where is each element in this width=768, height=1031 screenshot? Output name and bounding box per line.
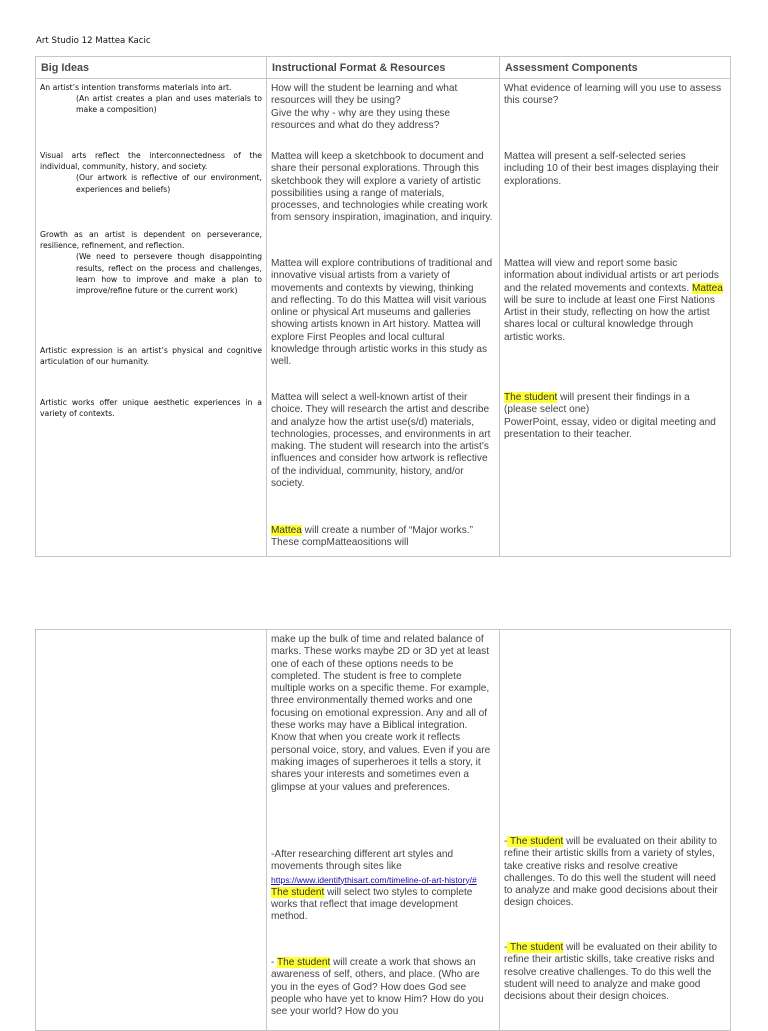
- highlight-the-student: The student: [507, 942, 564, 953]
- big-idea-2-sub: (Our artwork is reflective of our environment, experiences and beliefs): [76, 173, 262, 194]
- report-text-pre: Mattea will view and report some basic information about individual artists or art periods and the related movements and contexts.: [504, 258, 719, 294]
- big-idea-1-main: An artist’s intention transforms materials into art.: [40, 83, 232, 92]
- art-styles-text-pre: -After researching different art styles and movements through sites like: [271, 849, 454, 873]
- assessment-cell: [500, 79, 731, 557]
- highlight-the-student: The student: [507, 836, 564, 847]
- big-idea-2: [40, 150, 262, 195]
- assessment-styles-eval: [504, 836, 724, 910]
- instructional-art-styles: [271, 849, 493, 924]
- report-text-rest: will be sure to include at least one First Nations Artist in their study, reflecting on how the artist shares local or cultural knowledge through artistic works.: [504, 294, 715, 343]
- skills-eval-text: will be evaluated on their ability to refine their artistic skills, take creative risks and resolve creative challenges. To do this well the student will need to analyze and make good decisions about their design choices.: [504, 942, 718, 1003]
- big-idea-3-main: Growth as an artist is dependent on perseverance, resilience, refinement, and reflection.: [40, 230, 262, 251]
- instructional-self-awareness: [271, 957, 493, 1018]
- assessment-findings: [504, 392, 724, 441]
- assessment-report: [504, 258, 724, 344]
- highlight-mattea: Mattea: [691, 282, 723, 294]
- big-idea-1: [40, 82, 262, 116]
- big-idea-3: [40, 229, 262, 296]
- highlight-mattea: Mattea: [271, 525, 302, 536]
- big-ideas-cell: [36, 79, 267, 557]
- big-idea-5-main: Artistic works offer unique aesthetic experiences in a variety of contexts.: [40, 398, 262, 419]
- instructional-prompt: How will the student be learning and what resources will they be using? Give the why - why are they using these resources and what do they address?: [271, 83, 458, 131]
- instructional-artist-study: Mattea will select a well-known artist of their choice. They will research the artist and describe and analyze how the artist use(s/d) materials, technologies, processes, and environments in art making. The student will research into the artist’s influences and consider how artwork is reflective of the individual, community, history, and/or society.: [271, 392, 491, 490]
- major-works-text: will create a number of “Major works.” These compMatteaositions will: [271, 525, 473, 549]
- document-title: Art Studio 12 Mattea Kacic: [36, 36, 151, 46]
- instructional-cell: [267, 630, 500, 1031]
- findings-text: will present their findings in a (please select one) PowerPoint, essay, video or digital meeting and presentation to their teacher.: [504, 392, 716, 440]
- self-awareness-text: will create a work that shows an awareness of self, others, and place. (Who are you in the eyes of God? How does God see people who have yet to know Him? How do you see your world? How do you: [271, 957, 484, 1018]
- course-plan-table-page1: [35, 56, 731, 557]
- art-styles-text-rest: will select two styles to complete works that reflect that image development method.: [271, 886, 473, 923]
- content-row: [36, 79, 731, 557]
- styles-eval-text: will be evaluated on their ability to refine their artistic skills from a variety of styles, take creative risks and resolve creative challenges. To do this well the student will need to analyze and make good decisions about their design choices.: [504, 836, 718, 909]
- assessment-cell: [500, 630, 731, 1031]
- big-idea-4: [40, 345, 262, 367]
- instructional-sketchbook: Mattea will keep a sketchbook to document and share their personal explorations. Through this sketchbook they will explore a variety of artistic possibilities using a range of materials, processes, and technologies while creating work from sensory inspiration, imagination, and inquiry.: [271, 151, 493, 224]
- big-idea-1-sub: (An artist creates a plan and uses materials to make a composition): [76, 94, 262, 115]
- header-instructional: Instructional Format & Resources: [267, 57, 500, 79]
- highlight-the-student: The student: [504, 392, 558, 403]
- header-assessment: Assessment Components: [500, 57, 731, 79]
- instructional-major-works: [271, 525, 493, 550]
- instructional-cell: [267, 79, 500, 557]
- big-idea-4-main: Artistic expression is an artist’s physical and cognitive articulation of our humanity.: [40, 346, 262, 367]
- styles-eval-prefix: -: [504, 836, 508, 847]
- big-idea-3-sub: (We need to persevere though disappointing results, reflect on the process and challenges, learn how to improve and make a plan to improve/refine future or the current work): [76, 252, 262, 296]
- big-idea-2-main: Visual arts reflect the interconnectedness of the individual, community, history, and society.: [40, 151, 262, 172]
- big-idea-5: [40, 397, 262, 419]
- big-ideas-cell-empty: [36, 630, 267, 1031]
- highlight-the-student: The student: [271, 886, 325, 898]
- course-plan-table-page2: [35, 629, 731, 1031]
- header-row: [36, 57, 731, 79]
- instructional-major-works-cont: make up the bulk of time and related balance of marks. These works maybe 2D or 3D yet at least one of each of these options needs to be completed. The student is free to complete multiple works on a specific theme. For example, three environmentally themed works and one focusing on emotional expression. Any and all of these works may have a Biblical integration. Know that when you create work it reflects personal voice, story, and values. Even if you are making images of superheroes it tells a story, it shares your interests and sometimes even a glimpse at your values and preferences.: [271, 634, 491, 793]
- self-awareness-prefix: -: [271, 957, 277, 968]
- assessment-prompt: What evidence of learning will you use to assess this course?: [504, 83, 722, 107]
- content-row: [36, 630, 731, 1031]
- assessment-series: Mattea will present a self-selected series including 10 of their best images displaying their explorations.: [504, 151, 719, 187]
- header-big-ideas: Big Ideas: [36, 57, 267, 79]
- art-timeline-link[interactable]: https://www.identifythisart.com/timeline-of-art-history/#: [271, 874, 477, 885]
- highlight-the-student: The student: [276, 957, 331, 968]
- assessment-skills-eval: [504, 942, 724, 1003]
- instructional-contributions: Mattea will explore contributions of traditional and innovative visual artists from a variety of movements and contexts by viewing, thinking and reflecting. To do this Mattea will visit various online or physical Art museums and galleries showing artists known in Art history. Mattea will explore First Peoples and local cultural knowledge through artistic works in this study as well.: [271, 258, 493, 368]
- skills-eval-prefix: -: [504, 942, 508, 953]
